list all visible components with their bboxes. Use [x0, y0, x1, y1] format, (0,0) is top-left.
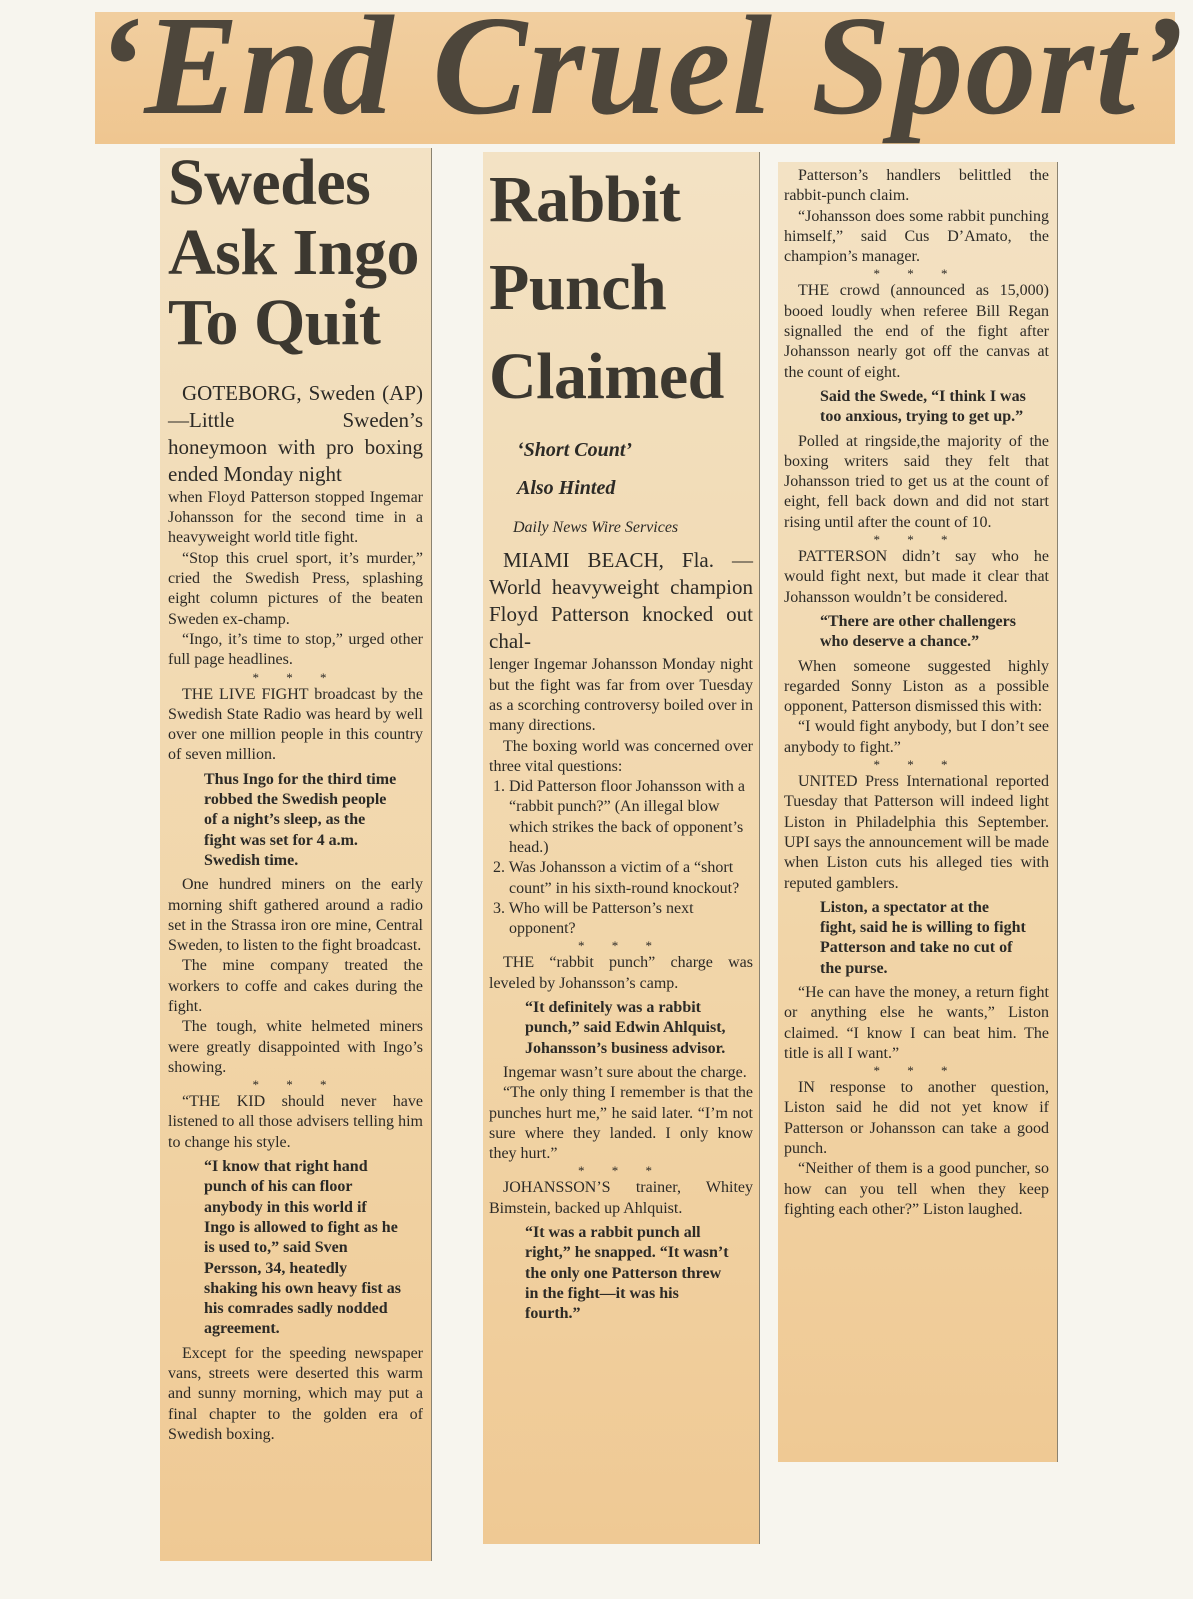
headline-line: To Quit	[168, 285, 381, 359]
subheadline	[489, 431, 753, 507]
headline-line: Swedes	[168, 146, 371, 219]
headline-rabbit-punch	[489, 156, 753, 421]
question-item: 1. Did Patterson floor Johansson with a “rabbit punch?” (An illegal blow which strikes the back of opponent’s head.)	[493, 778, 745, 856]
paragraph: Except for the speeding newspaper vans, streets were deserted this warm and sunny morning, which may put a final chapter to the golden era of Swedish boxing.	[168, 1344, 423, 1443]
paragraph: THE LIVE FIGHT broadcast by the Swedish State Radio was heard by well over one million people in this country of seven million.	[168, 685, 423, 764]
pull-quote: “There are other challengers who deserve a chance.”	[820, 612, 1016, 651]
pull-quote: “I know that right hand punch of his can floor anybody in this world if Ingo is allowed to fight as he is used to,” said Sven Persson, 34, heatedly shaking his own heavy fist as his comrades sadly nodded agreement.	[204, 1158, 401, 1338]
paragraph: One hundred miners on the early morning shift gathered around a radio set in the Strassa iron ore mine, Central Sweden, to listen to the fight broadcast.	[168, 876, 423, 955]
section-divider: * * *	[578, 938, 664, 954]
article-swedes-clipping	[160, 148, 432, 1561]
byline-credit: Daily News Wire Services	[513, 519, 679, 537]
paragraph: when Floyd Patterson stopped Ingemar Johansson for the second time in a heavyweight world title fight.	[168, 488, 423, 547]
paragraph: UNITED Press International reported Tuesday that Patterson will indeed light Liston in Philadelphia this September. UPI says the announcement will be made when Liston cuts his alleged ties with reputed gamblers.	[784, 773, 1049, 892]
question-item: 3. Who will be Patterson’s next opponent?	[493, 899, 694, 938]
paragraph: PATTERSON didn’t say who he would fight next, but made it clear that Johansson wouldn’t be considered.	[784, 548, 1049, 606]
headline-line: Claimed	[489, 339, 724, 413]
section-divider: * * *	[873, 757, 960, 773]
headline-line: Punch	[489, 251, 667, 325]
section-divider: * * *	[578, 1163, 664, 1179]
pull-quote: Liston, a spectator at the fight, said he is willing to fight Patterson and take no cut of the purse.	[820, 898, 1026, 977]
section-divider: * * *	[873, 1063, 960, 1079]
paragraph: Patterson’s handlers belittled the rabbit-punch claim.	[784, 167, 1049, 205]
paragraph: “THE KID should never have listened to all those advisers telling him to change his style.	[168, 1093, 423, 1151]
paragraph: “Johansson does some rabbit punching himself,” said Cus D’Amato, the champion’s manager.	[784, 207, 1049, 266]
paragraph: “Neither of them is a good puncher, so how can you tell when they keep fighting each other?” Liston laughed.	[784, 1160, 1049, 1218]
paragraph: IN response to another question, Liston said he did not yet know if Patterson or Johansson can take a good punch.	[784, 1079, 1049, 1158]
paragraph: The tough, white helmeted miners were greatly disappointed with Ingo’s showing.	[168, 1018, 423, 1076]
article-rabbit-punch-clipping	[483, 152, 760, 1544]
subheadline-line: Also Hinted	[517, 477, 616, 500]
pull-quote: “It was a rabbit punch all right,” he snapped. “It wasn’t the only one Patterson threw in the fight—it was his fourth.”	[525, 1224, 729, 1323]
question-item: 2. Was Johansson a victim of a “short count” in his sixth-round knockout?	[493, 859, 740, 897]
banner-title: ‘End Cruel Sport’	[95, 0, 1187, 144]
dateline-lede: GOTEBORG, Sweden (AP)—Little Sweden’s honeymoon with pro boxing ended Monday night	[168, 380, 423, 486]
dateline-lede: MIAMI BEACH, Fla. —World heavyweight champion Floyd Patterson knocked out chal-	[489, 548, 753, 654]
pull-quote: Said the Swede, “I think I was too anxious, trying to get up.”	[820, 387, 1026, 426]
headline-line: Rabbit	[489, 163, 681, 236]
headline-swedes	[168, 148, 423, 358]
paragraph: “The only thing I remember is that the punches hurt me,” he said later. “I’m not sure where they landed. I only know they hurt.”	[489, 1084, 753, 1163]
section-divider: * * *	[873, 266, 960, 282]
section-divider: * * *	[252, 1077, 339, 1093]
section-divider: * * *	[252, 669, 339, 685]
paragraph: The boxing world was concerned over three vital questions:	[489, 737, 753, 775]
pull-quote: “It definitely was a rabbit punch,” said Edwin Ahlquist, Johansson’s business advisor.	[525, 999, 726, 1057]
article-continuation-clipping	[778, 162, 1058, 1462]
paragraph: Polled at ringside,the majority of the boxing writers said they felt that Johansson tried to get us at the count of eight, fell back down and did not start rising until after the count of 10.	[784, 432, 1049, 531]
paragraph: “I would fight anybody, but I don’t see anybody to fight.”	[784, 718, 1049, 756]
pull-quote: Thus Ingo for the third time robbed the Swedish people of a night’s sleep, as the fight was set for 4 a.m. Swedish time.	[204, 770, 397, 869]
paragraph: “Ingo, it’s time to stop,” urged other full page headlines.	[168, 630, 423, 669]
paragraph: THE crowd (announced as 15,000) booed loudly when referee Bill Regan signalled the end of the fight after Johansson nearly got off the canvas at the count of eight.	[784, 282, 1049, 381]
headline-line: Ask Ingo	[168, 215, 419, 289]
banner-headline-strip	[95, 0, 1187, 144]
paragraph: JOHANSSON’S trainer, Whitey Bimstein, backed up Ahlquist.	[489, 1179, 753, 1217]
paragraph: The mine company treated the workers to coffe and cakes during the fight.	[168, 957, 423, 1015]
subheadline-line: ‘Short Count’	[517, 439, 633, 462]
paragraph: Ingemar wasn’t sure about the charge.	[503, 1063, 747, 1081]
paragraph: “He can have the money, a return fight or anything else he wants,” Liston claimed. “I know I can beat him. The title is all I want.”	[784, 983, 1049, 1062]
paragraph: lenger Ingemar Johansson Monday night but the fight was far from over Tuesday as a scorching controversy boiled over in many directions.	[489, 656, 753, 735]
paragraph: When someone suggested highly regarded Sonny Liston as a possible opponent, Patterson dismissed this with:	[784, 657, 1049, 716]
section-divider: * * *	[873, 532, 960, 548]
paragraph: THE “rabbit punch” charge was leveled by Johansson’s camp.	[489, 954, 753, 992]
paragraph: “Stop this cruel sport, it’s murder,” cried the Swedish Press, splashing eight column pictures of the beaten Sweden ex-champ.	[168, 549, 423, 628]
